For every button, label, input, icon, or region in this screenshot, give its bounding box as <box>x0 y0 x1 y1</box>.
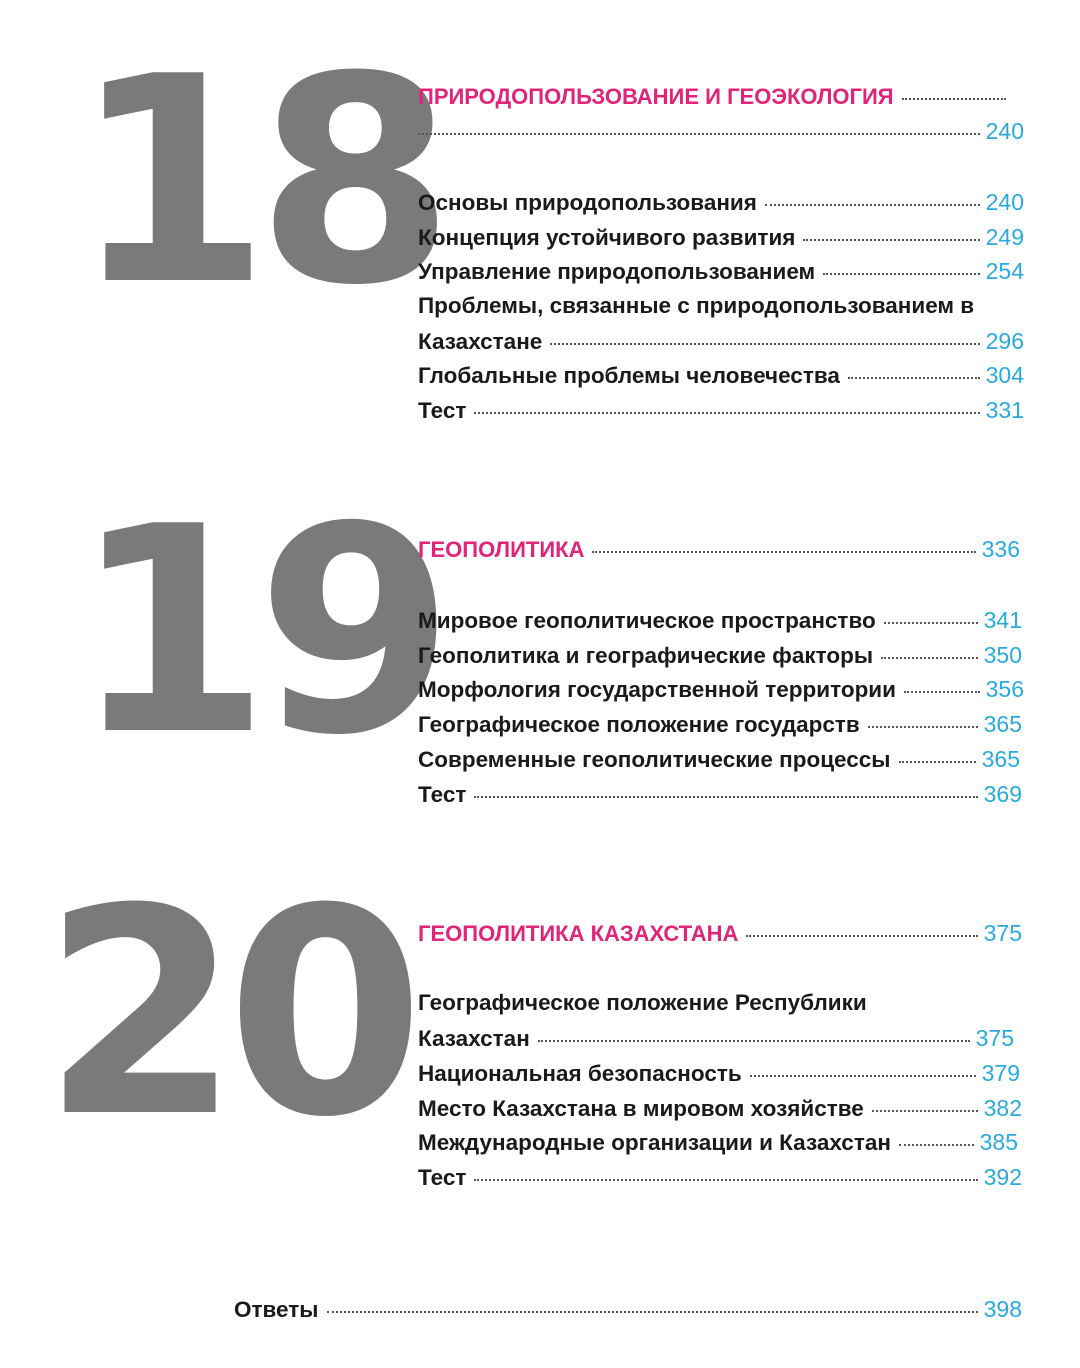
toc-entry-page: 365 <box>983 711 1022 737</box>
toc-entry[interactable] <box>418 711 1022 738</box>
toc-entry-label: Тест <box>418 398 467 423</box>
toc-entry[interactable] <box>418 746 1020 773</box>
toc-entry[interactable] <box>418 1164 1022 1191</box>
toc-entry[interactable] <box>418 1129 1018 1156</box>
chapter-title: ГЕОПОЛИТИКА <box>418 537 585 562</box>
leader-dots <box>765 204 980 206</box>
toc-entry-page: 254 <box>985 258 1024 284</box>
toc-entry-page: 304 <box>985 362 1024 388</box>
leader-dots <box>823 273 979 275</box>
toc-entry-label: Основы природопользования <box>418 190 757 215</box>
toc-entry-label: Управление природопользованием <box>418 259 816 284</box>
leader-dots <box>592 551 975 553</box>
chapter-19-heading[interactable] <box>418 536 1020 563</box>
toc-entry-page: 296 <box>985 328 1024 354</box>
leader-dots <box>881 657 978 659</box>
leader-dots <box>750 1075 976 1077</box>
chapter-title-page: 375 <box>983 920 1022 946</box>
leader-dots <box>474 412 979 414</box>
leader-dots <box>746 935 977 937</box>
toc-entry[interactable] <box>418 362 1024 389</box>
toc-entry[interactable] <box>418 189 1024 216</box>
leader-dots <box>538 1040 970 1042</box>
leader-dots <box>803 239 979 241</box>
toc-entry-page: 240 <box>985 189 1024 215</box>
leader-dots <box>868 726 978 728</box>
toc-entry-label: Казахстан <box>418 1026 530 1051</box>
toc-entry-label: Глобальные проблемы человечества <box>418 363 840 388</box>
toc-entry[interactable] <box>418 781 1022 808</box>
toc-entry-label: Ответы <box>234 1297 319 1322</box>
chapter-number-18: 18 <box>72 16 441 348</box>
toc-entry-label: Современные геополитические процессы <box>418 747 891 772</box>
toc-entry[interactable] <box>418 397 1024 424</box>
toc-entry-page: 350 <box>983 642 1022 668</box>
leader-dots <box>550 343 979 345</box>
toc-entry[interactable] <box>418 1025 1014 1052</box>
toc-entry-label-line1[interactable]: Проблемы, связанные с природопользованием в <box>418 293 975 318</box>
toc-entry[interactable] <box>418 224 1024 251</box>
toc-entry[interactable] <box>418 328 1024 355</box>
toc-entry-label-line1[interactable]: Географическое положение Республики <box>418 990 867 1015</box>
toc-entry-page: 365 <box>981 746 1020 772</box>
leader-dots <box>327 1311 978 1313</box>
leader-dots <box>899 1144 974 1146</box>
toc-entry-label: Казахстане <box>418 329 543 354</box>
leader-dots <box>474 796 977 798</box>
toc-entry-label: Тест <box>418 782 467 807</box>
toc-entry-page: 341 <box>983 607 1022 633</box>
leader-dots <box>474 1179 977 1181</box>
toc-entry[interactable] <box>418 642 1022 669</box>
toc-entry[interactable] <box>418 607 1022 634</box>
chapter-number-19: 19 <box>72 466 441 798</box>
chapter-title: ГЕОПОЛИТИКА КАЗАХСТАНА <box>418 921 739 946</box>
chapter-18-heading-page-row[interactable] <box>418 118 1024 145</box>
chapter-number-20: 20 <box>42 848 411 1180</box>
toc-entry-label: Геополитика и географические факторы <box>418 643 874 668</box>
leader-dots <box>848 377 980 379</box>
toc-entry-page: 392 <box>983 1164 1022 1190</box>
toc-entry-page: 375 <box>975 1025 1014 1051</box>
toc-entry-label: Мировое геополитическое пространство <box>418 608 876 633</box>
toc-entry[interactable] <box>418 258 1024 285</box>
toc-entry[interactable] <box>418 1060 1020 1087</box>
chapter-title-page: 336 <box>981 536 1020 562</box>
leader-dots <box>884 622 978 624</box>
toc-entry-label: Концепция устойчивого развития <box>418 225 796 250</box>
toc-entry-page: 379 <box>981 1060 1020 1086</box>
toc-entry-answers[interactable] <box>234 1296 1022 1323</box>
leader-dots <box>872 1110 978 1112</box>
chapter-18-heading[interactable] <box>418 84 1012 110</box>
chapter-title-page: 240 <box>985 118 1024 144</box>
toc-entry-label: Географическое положение государств <box>418 712 860 737</box>
toc-entry-page: 385 <box>979 1129 1018 1155</box>
leader-dots <box>904 691 980 693</box>
toc-entry[interactable] <box>418 676 1024 703</box>
toc-entry-page: 369 <box>983 781 1022 807</box>
toc-entry-page: 398 <box>983 1296 1022 1322</box>
toc-entry-label: Место Казахстана в мировом хозяйстве <box>418 1096 864 1121</box>
toc-entry-label: Национальная безопасность <box>418 1061 742 1086</box>
toc-entry-page: 356 <box>985 676 1024 702</box>
toc-entry-label: Тест <box>418 1165 467 1190</box>
chapter-title: ПРИРОДОПОЛЬЗОВАНИЕ И ГЕОЭКОЛОГИЯ <box>418 84 894 109</box>
chapter-20-heading[interactable] <box>418 920 1022 947</box>
toc-entry-page: 331 <box>985 397 1024 423</box>
leader-dots <box>902 98 1006 100</box>
toc-entry-page: 249 <box>985 224 1024 250</box>
toc-entry-page: 382 <box>983 1095 1022 1121</box>
leader-dots <box>899 761 976 763</box>
toc-entry-label: Международные организации и Казахстан <box>418 1130 891 1155</box>
leader-dots <box>418 133 980 135</box>
toc-entry[interactable] <box>418 1095 1022 1122</box>
toc-entry-label: Морфология государственной территории <box>418 677 896 702</box>
